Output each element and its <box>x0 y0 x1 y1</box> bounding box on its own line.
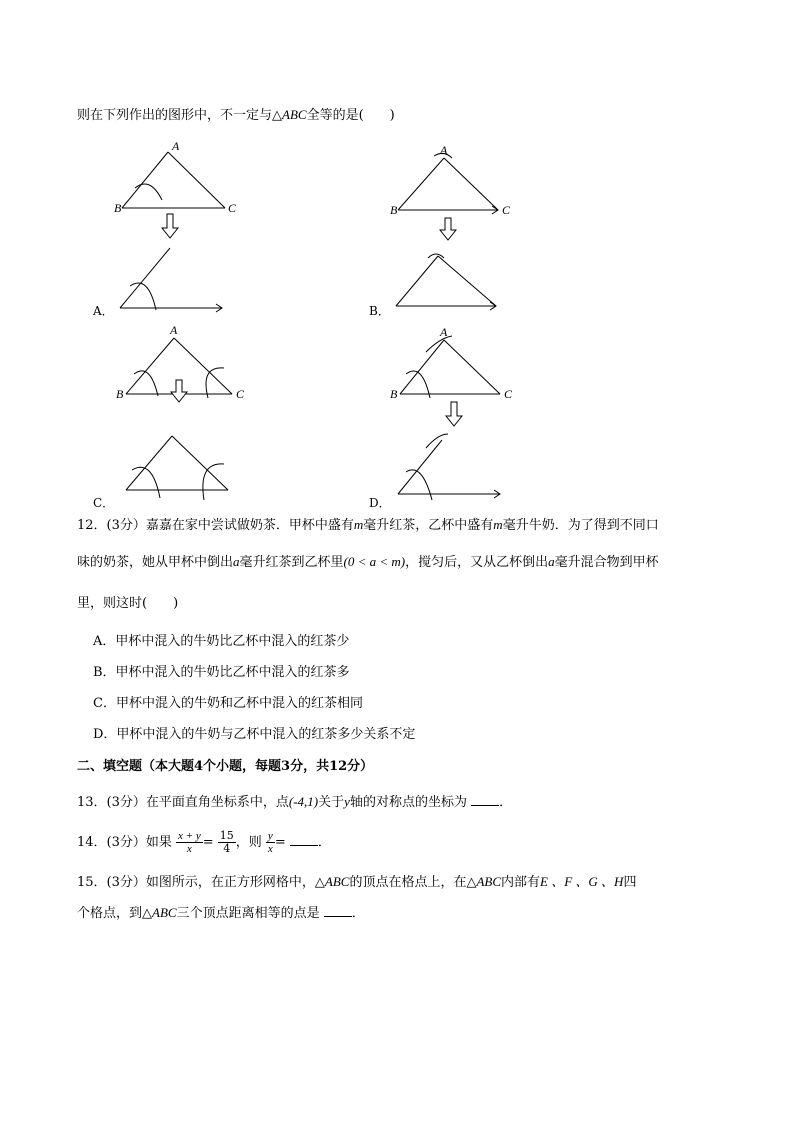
q13: 13．(3分）在平面直角坐标系中，点(-4,1)关于y轴的对称点的坐标为 ． <box>77 794 513 810</box>
label-c: C <box>228 201 237 215</box>
q12-line-3: 里，则这时( ) <box>77 596 179 611</box>
label-c: C <box>504 387 513 401</box>
option-d-label: D． <box>369 496 391 510</box>
figure-option-b <box>386 142 526 318</box>
label-c: C <box>236 387 245 401</box>
q11-stem <box>77 107 395 124</box>
label-b: B <box>390 387 398 401</box>
label-a: A <box>172 139 180 153</box>
q12-choice-c: C．甲杯中混入的牛奶和乙杯中混入的红茶相同 <box>93 696 363 711</box>
arrow-down-icon <box>440 218 456 240</box>
answer-blank[interactable] <box>471 795 499 806</box>
label-a: A <box>440 143 448 157</box>
q11-stem-text: 则在下列作出的图形中，不一定与△ <box>77 108 282 123</box>
fraction-2: $\frac{15}{4}$ <box>219 829 234 855</box>
q15-line-1: 15．(3分）如图所示，在正方形网格中，△ABC的顶点在格点上，在△ABC内部有E 、F 、G 、H四 <box>77 874 637 890</box>
arrow-down-icon <box>171 380 187 402</box>
label-b: B <box>114 201 122 215</box>
q12-choice-a: A．甲杯中混入的牛奶比乙杯中混入的红茶少 <box>93 634 350 649</box>
q12-choice-b: B．甲杯中混入的牛奶比乙杯中混入的红茶多 <box>93 665 350 680</box>
q14: 14．(3分）如果 $\frac{x + y}{x}$ = $\frac{15}{4}$ ，则 $\frac{y}{x}$ = ． <box>77 829 331 855</box>
q11-stem-text-end: 全等的是( ) <box>306 108 395 123</box>
q11-stem-abc: ABC <box>282 107 307 122</box>
figure-option-d <box>386 322 526 504</box>
q12-line-1: 12．(3分）嘉嘉在家中尝试做奶茶．甲杯中盛有m毫升红茶，乙杯中盛有m毫升牛奶．为了得到不同口 <box>77 517 659 533</box>
section-heading: 二、填空题（本大题4个小题，每题3分，共12分） <box>77 759 374 774</box>
fraction-1: $\frac{x + y}{x}$ <box>178 830 201 855</box>
option-b-label: B． <box>369 304 390 318</box>
label-c: C <box>502 203 511 217</box>
arrow-down-icon <box>446 402 462 426</box>
answer-blank[interactable] <box>324 906 352 917</box>
label-b: B <box>116 387 124 401</box>
figure-option-c <box>112 322 252 502</box>
figure-option-a <box>110 138 250 316</box>
arrow-down-icon <box>162 214 178 238</box>
label-a: A <box>170 323 178 337</box>
q12-choice-d: D．甲杯中混入的牛奶与乙杯中混入的红茶多少关系不定 <box>93 727 416 742</box>
option-a-label: A． <box>93 304 114 318</box>
option-c-label: C． <box>93 496 115 510</box>
answer-blank[interactable] <box>290 835 318 846</box>
label-b: B <box>390 203 398 217</box>
fraction-3: $\frac{y}{x}$ <box>267 830 273 855</box>
q15-line-2: 个格点，到△ABC三个顶点距离相等的点是 ． <box>77 905 365 921</box>
label-a: A <box>440 325 448 339</box>
q12-line-2: 味的奶茶，她从甲杯中倒出a毫升红茶到乙杯里(0 < a < m)，搅匀后，又从乙杯倒出a毫升混合物到甲杯 <box>77 554 659 570</box>
